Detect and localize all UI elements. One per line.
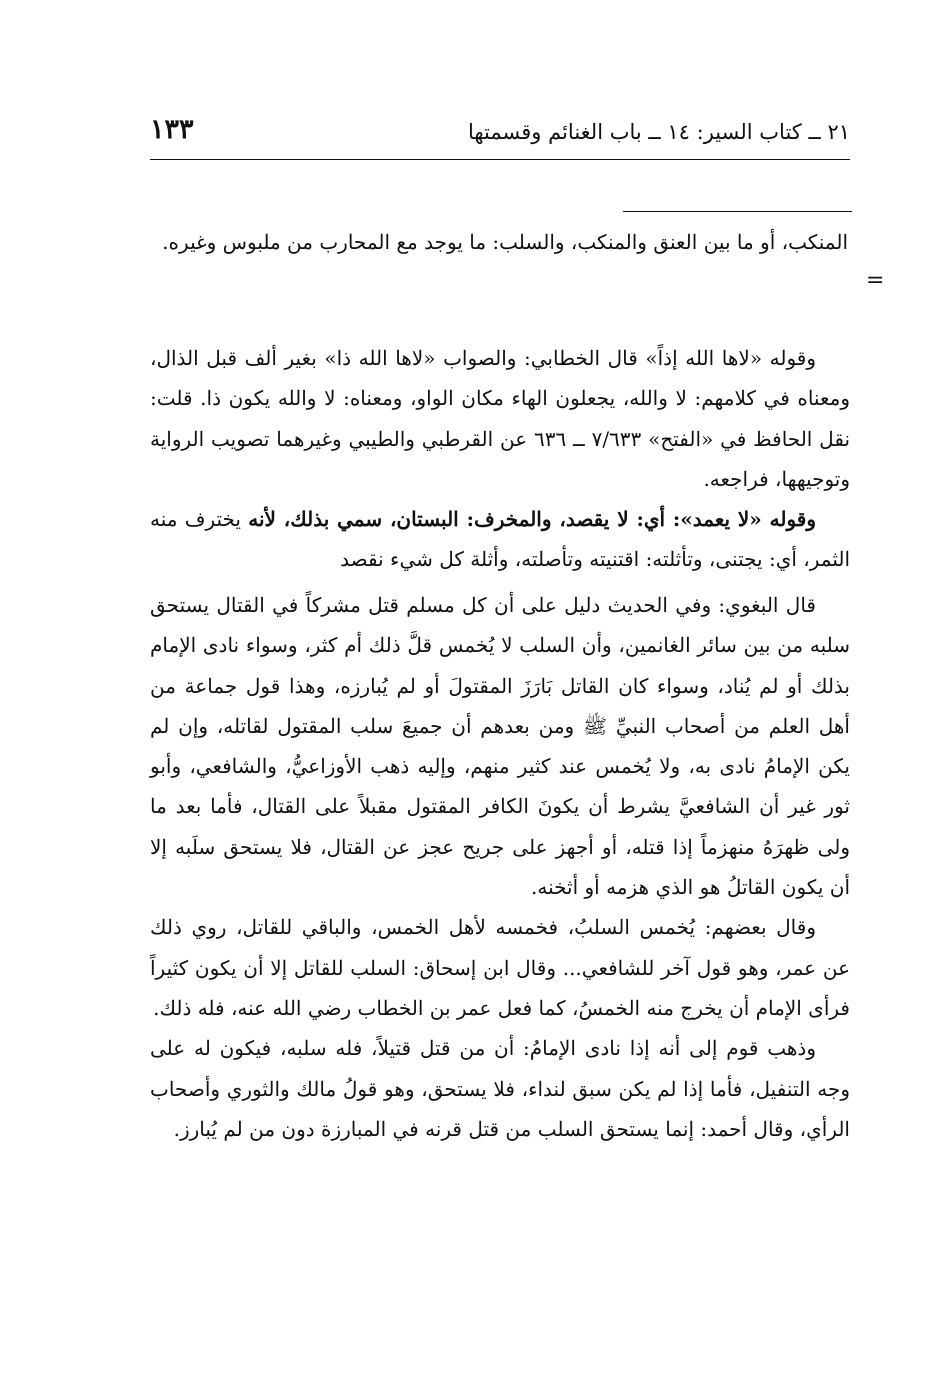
header-rule — [150, 159, 850, 160]
footnote-rule — [623, 211, 852, 212]
running-title: ٢١ ــ كتاب السير: ١٤ ــ باب الغنائم وقسمتها — [467, 120, 850, 144]
paragraph-4: وقال بعضهم: يُخمس السلبُ، فخمسه لأهل الخمس، والباقي للقاتل، روي ذلك عن عمر، وهو قول آخر للشافعي... وقال ابن إسحاق: السلب للقاتل إلا أن يكون كثيراً فرأى الإمام أن يخرج منه الخمسُ، كما فعل عمر بن الخطاب رضي الله عنه، فله ذلك. — [150, 915, 850, 1020]
footnote-text: المنكب، أو ما بين العنق والمنكب، والسلب: ما يوجد مع المحارب من ملبوس وغيره. — [162, 230, 848, 254]
paragraph-2-rest: يخترف منه الثمر، أي: يجتنى، وتأثلته: اقتنيته وتأصلته، وأثلة كل شيء نقصد — [150, 507, 850, 572]
commentary-block-2 — [150, 585, 850, 1149]
paragraph-2-lead: وقوله «لا يعمد»: أي: لا يقصد، والمخرف: البستان، سمي بذلك، لأنه — [248, 507, 817, 532]
page-number: ١٣٣ — [150, 114, 194, 145]
paragraph-2 — [150, 499, 850, 580]
paragraph-1: وقوله «لاها الله إذاً» قال الخطابي: والصواب «لاها الله ذا» بغير ألف قبل الذال، ومعناه في كلامهم: لا والله، يجعلون الهاء مكان الواو، ومعناه: لا والله يكون ذا. قلت: نقل الحافظ في «الفتح» ٧/٦٣٣ ــ ٦٣٦ عن القرطبي والطيبي وغيرهما تصويب الرواية وتوجيهها، فراجعه. — [150, 346, 851, 491]
commentary-block-1 — [150, 338, 850, 580]
paragraph-5: وذهب قوم إلى أنه إذا نادى الإمامُ: أن من قتل قتيلاً، فله سلبه، فيكون له على وجه التنفيل، فأما إذا لم يكن سبق لنداء، فلا يستحق، وهو قولُ مالك والثوري وأصحاب الرأي، وقال أحمد: إنما يستحق السلب من قتل قرنه في المبارزة دون من لم يُبارز. — [150, 1036, 850, 1141]
paragraph-3: قال البغوي: وفي الحديث دليل على أن كل مسلم قتل مشركاً في القتال يستحق سلبه من بين سائر الغانمين، وأن السلب لا يُخمس قلَّ ذلك أم كثر، وسواء نادى الإمام بذلك أو لم يُناد، وسواء كان القاتل بَارَزَ المقتولَ أو لم يُبارزه، وهذا قول جماعة من أهل العلم من أصحاب النبيِّ ﷺ ومن بعدهم أن جميعَ سلب المقتول لقاتله، وإن لم يكن الإمامُ نادى به، ولا يُخمس عند كثير منهم، وإليه ذهب الأوزاعيُّ، والشافعي، وأبو ثور غير أن الشافعيَّ يشرط أن يكونَ الكافر المقتول مقبلاً على القتال، فأما بعد ما ولى ظهرَهُ منهزماً إذا قتله، أو أجهز على جريح عجز عن القتال، فلا يستحق سلَبه إلا أن يكون القاتلُ هو الذي هزمه أو أثخنه. — [150, 593, 850, 900]
continuation-mark: = — [866, 268, 885, 293]
page-header — [150, 114, 850, 154]
